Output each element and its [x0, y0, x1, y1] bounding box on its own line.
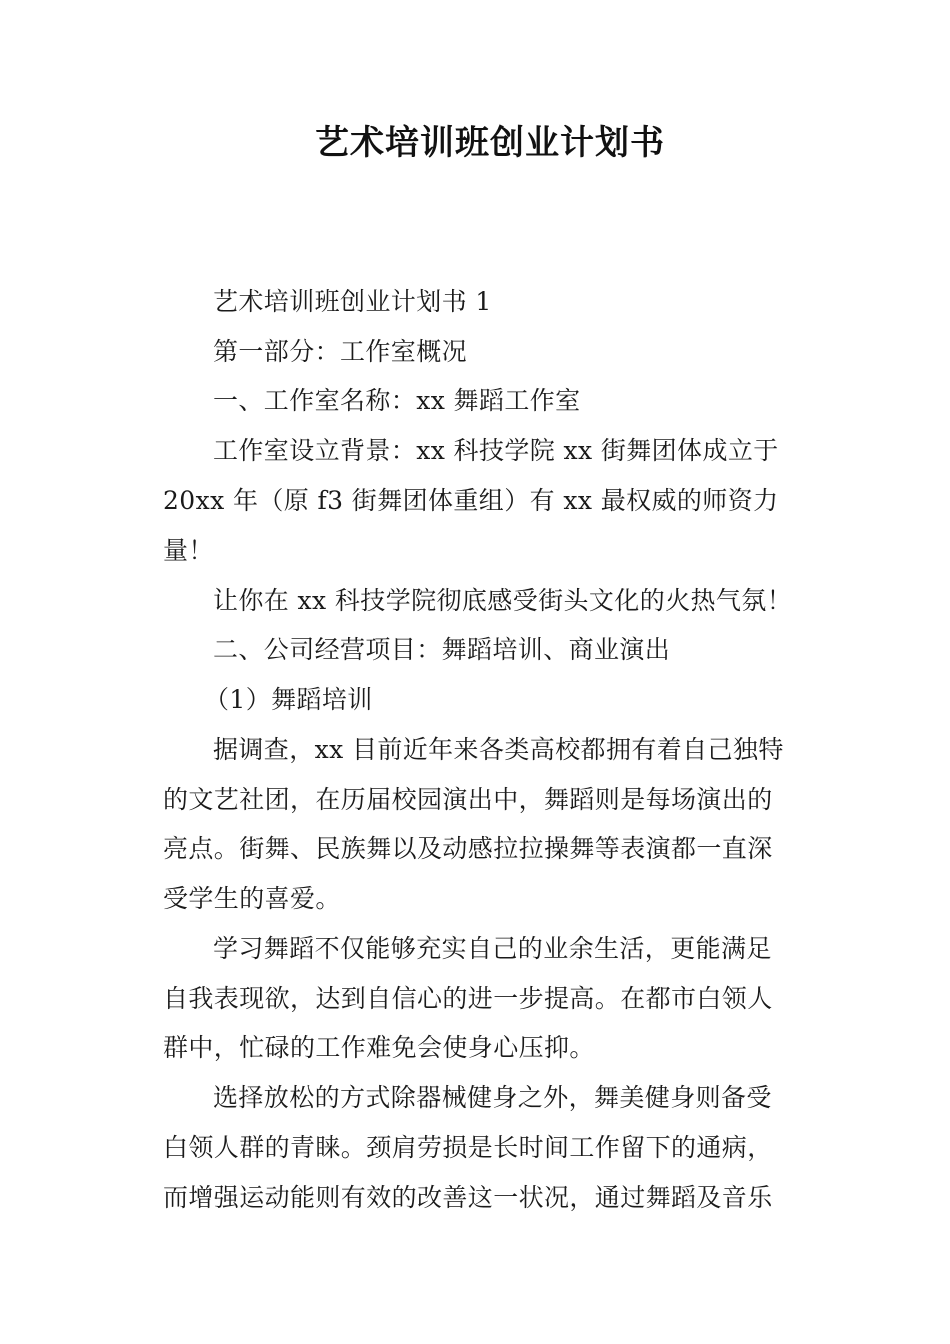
studio-name: 一、工作室名称：xx 舞蹈工作室 [213, 386, 581, 415]
paragraph-line: 而增强运动能则有效的改善这一状况，通过舞蹈及音乐 [163, 1183, 773, 1212]
paragraph-line: 受学生的喜爱。 [163, 884, 341, 913]
paragraph-line: 量！ [163, 536, 214, 565]
doc-subtitle: 艺术培训班创业计划书 1 [213, 287, 492, 316]
paragraph-line: 让你在 xx 科技学院彻底感受街头文化的火热气氛！ [213, 586, 793, 615]
paragraph-line: 白领人群的青睐。颈肩劳损是长时间工作留下的通病， [163, 1133, 773, 1162]
paragraph-line: 工作室设立背景：xx 科技学院 xx 街舞团体成立于 [213, 436, 779, 465]
document-title: 艺术培训班创业计划书 [315, 123, 665, 163]
paragraph-line: 据调查，xx 目前近年来各类高校都拥有着自己独特 [213, 735, 784, 764]
section-heading: 第一部分：工作室概况 [213, 337, 468, 366]
paragraph-line: 20xx 年（原 f3 街舞团体重组）有 xx 最权威的师资力 [163, 486, 779, 515]
paragraph-line: 选择放松的方式除器械健身之外，舞美健身则备受 [213, 1083, 772, 1112]
business-heading: 二、公司经营项目：舞蹈培训、商业演出 [213, 635, 671, 664]
paragraph-line: 的文艺社团，在历届校园演出中，舞蹈则是每场演出的 [163, 785, 773, 814]
paragraph-line: 亮点。街舞、民族舞以及动感拉拉操舞等表演都一直深 [163, 834, 773, 863]
paragraph-line: 自我表现欲，达到自信心的进一步提高。在都市白领人 [163, 984, 773, 1013]
paragraph-line: 学习舞蹈不仅能够充实自己的业余生活，更能满足 [213, 934, 772, 963]
paragraph-line: 群中，忙碌的工作难免会使身心压抑。 [163, 1033, 595, 1062]
subsection-heading: （1）舞蹈培训 [204, 685, 373, 714]
